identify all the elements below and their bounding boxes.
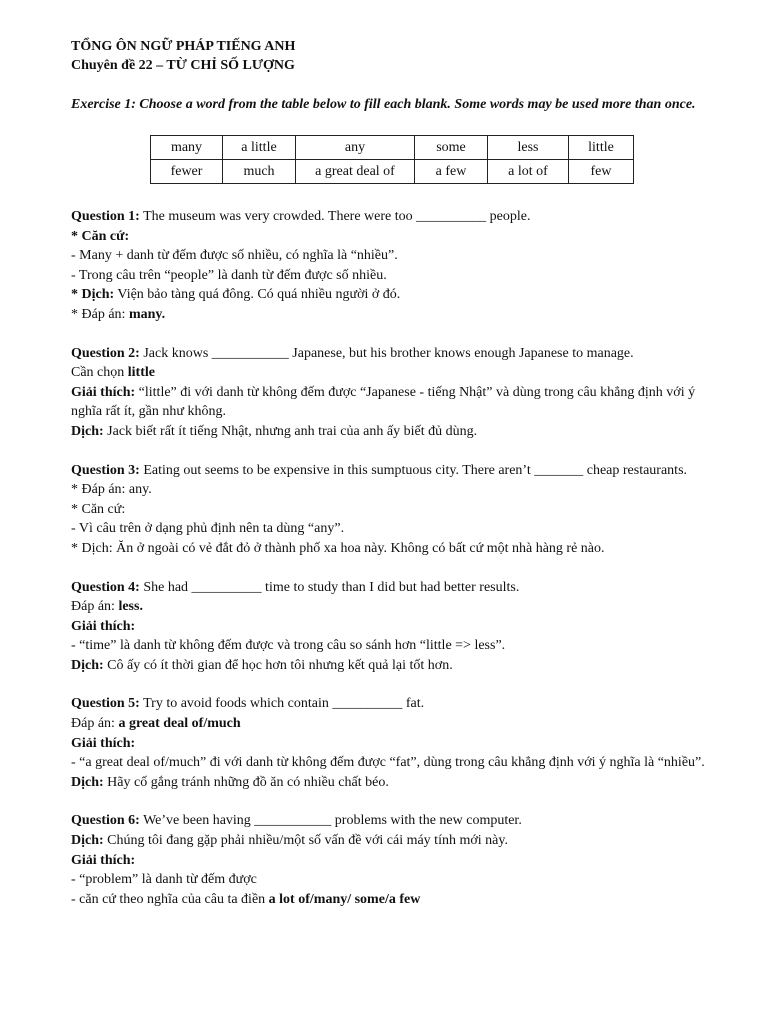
question-text	[71, 578, 721, 598]
question-label: Question 3:	[71, 462, 140, 478]
word-cell: less	[488, 136, 569, 160]
word-cell: little	[569, 136, 634, 160]
question-body: The museum was very crowded. There were too __________ people.	[139, 209, 531, 224]
explanation-label: Giải thích:	[71, 735, 136, 751]
exercise-instruction	[71, 95, 721, 115]
answer-label: Cần chọn	[71, 365, 128, 381]
explanation-line: - Trong câu trên “people” là danh từ đếm được số nhiều.	[71, 267, 387, 283]
answer-label: Đáp án:	[71, 716, 119, 732]
question-text	[71, 461, 721, 481]
word-cell: much	[223, 160, 296, 184]
question-label: Question 2:	[71, 345, 140, 361]
explanation-line: * Căn cứ:	[71, 501, 126, 517]
explanation-line: - Vì câu trên ở dạng phủ định nên ta dùng “any”.	[71, 521, 345, 537]
question-6	[71, 811, 721, 909]
document-title: TỔNG ÔN NGỮ PHÁP TIẾNG ANH	[71, 39, 296, 54]
word-cell: any	[296, 136, 415, 160]
answer-line	[71, 305, 721, 325]
word-cell: few	[569, 160, 634, 184]
document-subtitle: Chuyên đề 22 – TỪ CHỈ SỐ LƯỢNG	[71, 58, 295, 73]
word-cell: a great deal of	[296, 160, 415, 184]
question-5	[71, 694, 721, 792]
translation-label: Dịch:	[71, 423, 104, 439]
question-body: Eating out seems to be expensive in this sumptuous city. There aren’t _______ cheap restaurants.	[139, 462, 688, 478]
question-label: Question 4:	[71, 579, 140, 595]
translation-text: Viện bảo tàng quá đông. Có quá nhiều người ở đó.	[114, 287, 401, 303]
answer-text: little	[127, 365, 155, 381]
question-body: We’ve been having ___________ problems with the new computer.	[139, 813, 522, 829]
translation-text: Cô ấy có ít thời gian để học hơn tôi nhưng kết quả lại tốt hơn.	[103, 657, 453, 673]
answer-label: * Đáp án:	[71, 306, 129, 322]
question-text	[71, 811, 721, 831]
word-cell: a lot of	[488, 160, 569, 184]
explanation-label: Giải thích:	[71, 384, 136, 400]
translation-text: Chúng tôi đang gặp phải nhiều/một số vấn đề với cái máy tính mới này.	[103, 833, 508, 849]
word-table-row	[151, 136, 634, 160]
question-body: She had __________ time to study than I did but had better results.	[139, 579, 520, 595]
answer-text: a lot of/many/ some/a few	[268, 891, 421, 907]
translation-line	[71, 285, 721, 305]
question-2	[71, 344, 721, 442]
answer-text: less.	[118, 599, 143, 615]
answer-line	[71, 363, 721, 383]
question-body: Jack knows ___________ Japanese, but his brother knows enough Japanese to manage.	[139, 345, 634, 361]
explanation-line: - “time” là danh từ không đếm được và trong câu so sánh hơn “little => less”.	[71, 638, 506, 654]
question-text	[71, 207, 721, 227]
answer-line	[71, 714, 721, 734]
question-text	[71, 694, 721, 714]
question-4	[71, 578, 721, 676]
translation-line	[71, 656, 721, 676]
answer-label: - căn cứ theo nghĩa của câu ta điền	[71, 891, 269, 907]
document-header	[71, 37, 295, 75]
answer-line	[71, 890, 721, 910]
question-1	[71, 207, 721, 325]
question-list	[71, 207, 721, 928]
question-label: Question 1:	[71, 209, 140, 224]
translation-label: Dịch:	[71, 833, 104, 849]
word-cell: many	[151, 136, 223, 160]
answer-line	[71, 597, 721, 617]
translation-line: * Dịch: Ăn ở ngoài có vẻ đắt đỏ ở thành phố xa hoa này. Không có bất cứ một nhà hàng rẻ nào.	[71, 540, 605, 556]
translation-line	[71, 773, 721, 793]
word-cell: some	[415, 136, 488, 160]
explanation-line: * Căn cứ:	[71, 228, 130, 244]
exercise-label: Exercise 1	[71, 97, 132, 112]
translation-line	[71, 422, 721, 442]
answer-text: many.	[128, 306, 166, 322]
exercise-text: : Choose a word from the table below to fill each blank. Some words may be used more than once.	[131, 97, 696, 112]
translation-label: Dịch:	[71, 774, 104, 790]
explanation-line: - “a great deal of/much” đi với danh từ không đếm được “fat”, dùng trong câu khẳng định với ý nghĩa là “nhiều”.	[71, 755, 705, 771]
word-cell: a little	[223, 136, 296, 160]
word-table	[150, 135, 634, 184]
answer-label: Đáp án:	[71, 599, 119, 615]
explanation-text: “little” đi với danh từ không đếm được “Japanese - tiếng Nhật” và dùng trong câu khẳng định với ý nghĩa rất ít, gần như không.	[71, 384, 696, 420]
word-cell: a few	[415, 160, 488, 184]
translation-text: Jack biết rất ít tiếng Nhật, nhưng anh trai của anh ấy biết đủ dùng.	[103, 423, 478, 439]
question-body: Try to avoid foods which contain __________ fat.	[139, 696, 425, 712]
question-label: Question 5:	[71, 696, 140, 712]
translation-line	[71, 831, 721, 851]
question-label: Question 6:	[71, 813, 140, 829]
answer-text: a great deal of/much	[118, 716, 241, 732]
explanation-label: Giải thích:	[71, 618, 136, 634]
explanation-line: - “problem” là danh từ đếm được	[71, 872, 257, 888]
translation-label: Dịch:	[71, 657, 104, 673]
translation-label: * Dịch:	[71, 287, 115, 303]
word-cell: fewer	[151, 160, 223, 184]
explanation-label: Giải thích:	[71, 852, 136, 868]
explanation-line: - Many + danh từ đếm được số nhiều, có nghĩa là “nhiều”.	[71, 248, 398, 264]
translation-text: Hãy cố gắng tránh những đồ ăn có nhiều chất béo.	[103, 774, 389, 790]
question-text	[71, 344, 721, 364]
explanation-line	[71, 383, 721, 422]
word-table-row	[151, 160, 634, 184]
answer-line: * Đáp án: any.	[71, 482, 152, 498]
question-3	[71, 461, 721, 559]
